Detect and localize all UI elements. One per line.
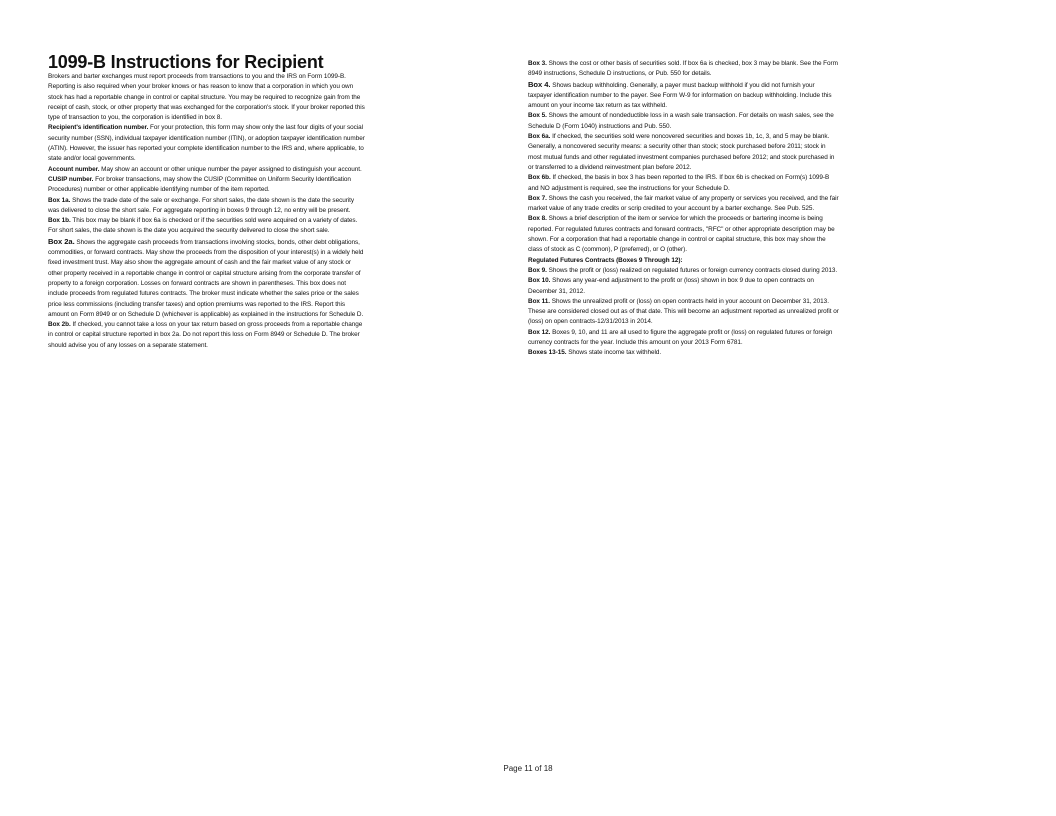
box-3-paragraph: Box 3. Shows the cost or other basis of securities sold. If box 6a is checked, box 3 may be blank. See the Form 8949 instructions, Schedule D instructions, or Pub. 550 for details. [528,60,838,78]
intro-paragraph: Brokers and barter exchanges must report proceeds from transactions to you and the IRS on Form 1099-B. Reporting is also required when your broker knows or has reason to know that a corporation in which you own stock has had a reportable change in control or capital structure. You may be required to recognize gain from the receipt of cash, stock, or other property that was exchanged for the corporation's stock. If your broker reported this type of transaction to you, the corporation is identified in box 8. [48,73,365,122]
box-12-paragraph: Box 12. Boxes 9, 10, and 11 are all used to figure the aggregate profit or (loss) on regulated futures or foreign currency contracts for the year. Include this amount on your 2013 Form 6781. [528,328,833,347]
box-7-paragraph: Box 7. Shows the cash you received, the fair market value of any property or services you received, and the fair market value of any trade credits or scrip credited to your account by a barter exchange. See Pub. 525. [528,194,839,213]
boxes-13-15-paragraph: Boxes 13-15. Shows state income tax withheld. [528,349,662,357]
box-11-paragraph: Box 11. Shows the unrealized profit or (loss) on open contracts held in your account on December 31, 2013. These are considered closed out as of that date. This will become an adjustment reported as unrealized profit or (loss) on open contracts-12/31/2013 in 2014. [528,297,839,326]
box-1a-paragraph: Box 1a. Shows the trade date of the sale or exchange. For short sales, the date shown is the date the security was delivered to close the short sale. For aggregate reporting in boxes 9 through 12, no entry will be present. [48,196,355,214]
box-5-paragraph: Box 5. Shows the amount of nondeductible loss in a wash sale transaction. For details on wash sales, see the Schedule D (Form 1040) instructions and Pub. 550. [528,112,834,130]
regulated-futures-heading: Regulated Futures Contracts (Boxes 9 Through 12): [528,256,683,264]
box-2a-paragraph: Box 2a. Shows the aggregate cash proceeds from transactions involving stocks, bonds, other debt obligations, commodities, or forward contracts. May show the proceeds from the disposition of your interest(s) in a widely held fixed investment trust. May also show the aggregate amount of cash and the fair market value of any stock or other property received in a reportable change in control or capital structure arising from the corporate transfer of property to a foreign corporation. Losses on forward contracts are shown in parentheses. This box does not include proceeds from regulated futures contracts. The broker must indicate whether the sales price or the sales price less commissions (including transfer taxes) and option premiums was reported to the IRS. Report this amount on Form 8949 or on Schedule D (whichever is applicable) as explained in the instructions for Schedule D. [48,236,364,318]
left-column [48,54,366,351]
box-8-paragraph: Box 8. Shows a brief description of the item or service for which the proceeds or bartering income is being reported. For regulated futures contracts and forward contracts, "RFC" or other appropriate description may be shown. For a corporation that had a reportable change in control or capital structure, this box may show the class of stock as C (common), P (preferred), or O (other). [528,215,835,254]
page-number: Page 11 of 18 [503,764,553,773]
box-6a-paragraph: Box 6a. If checked, the securities sold were noncovered securities and boxes 1b, 1c, 3, and 5 may be blank. Generally, a noncovered security means: a security other than stock; stock purchased before 2011; stock in most mutual funds and other regulated investment companies purchased before 2012; and stock purchased in or transferred to a dividend reinvestment plan before 2012. [528,133,835,171]
box-10-paragraph: Box 10. Shows any year-end adjustment to the profit or (loss) shown in box 9 due to open contracts on December 31, 2012. [528,277,814,295]
box-6b-paragraph: Box 6b. If checked, the basis in box 3 has been reported to the IRS. If box 6b is checked on Form(s) 1099-B and NO adjustment is required, see the instructions for your Schedule D. [528,174,830,192]
box-4-paragraph: Box 4. Shows backup withholding. Generally, a payer must backup withhold if you did not furnish your taxpayer identification number to the payer. See Form W-9 for information on backup withholding. Include this amount on your income tax return as tax withheld. [528,79,832,110]
box-9-paragraph: Box 9. Shows the profit or (loss) realized on regulated futures or foreign currency contracts closed during 2013. [528,266,838,274]
box-2b-paragraph: Box 2b. If checked, you cannot take a loss on your tax return based on gross proceeds from a reportable change in control or capital structure reported in box 2a. Do not report this loss on Form 8949 or Schedule D. The broker should advise you of any losses on a separate statement. [48,321,363,349]
left-paragraphs [48,72,366,351]
account-number-paragraph: Account number. May show an account or other unique number the payer assigned to distinguish your account. [48,165,362,173]
cusip-paragraph: CUSIP number. For broker transactions, may show the CUSIP (Committee on Uniform Security Identification Procedures) number or other applicable identifying number of the item reported. [48,175,351,194]
right-column [528,59,840,359]
recipient-id-paragraph: Recipient's identification number. For your protection, this form may show only the last four digits of your social security number (SSN), individual taxpayer identification number (ITIN), or adoption taxpayer identification number (ATIN). However, the issuer has reported your complete identification number to the IRS and, where applicable, to state and/or local governments. [48,124,365,163]
page-title: 1099-B Instructions for Recipient [48,52,324,72]
box-1b-paragraph: Box 1b. This box may be blank if box 6a is checked or if the securities sold were acquired on a variety of dates. For short sales, the date shown is the date you acquired the security delivered to close the short sale. [48,217,358,235]
